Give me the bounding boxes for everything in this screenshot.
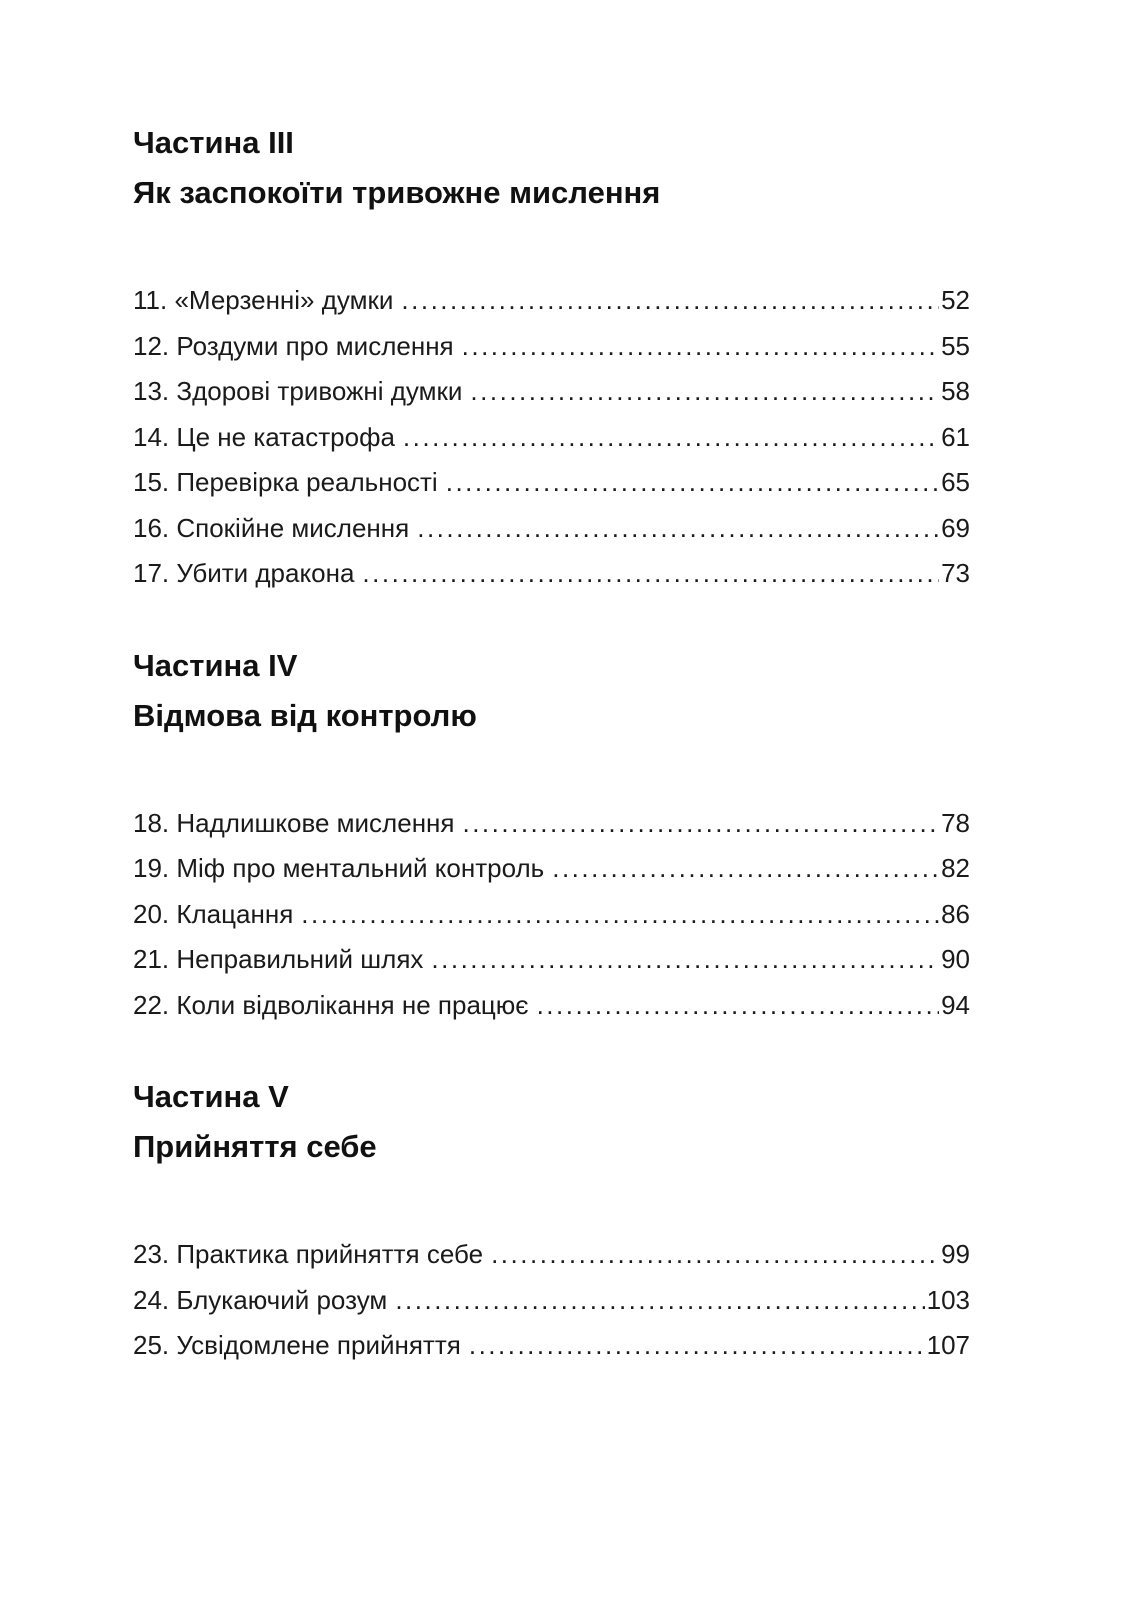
entry-label: 15. Перевірка реальності xyxy=(133,467,438,497)
entry-page-number: 94 xyxy=(941,989,970,1020)
entry-page-number: 58 xyxy=(941,376,970,406)
toc-entry xyxy=(133,937,970,983)
part-title: Прийняття себе xyxy=(133,1129,377,1164)
part-heading xyxy=(133,1072,970,1172)
toc-section-part-4 xyxy=(133,641,970,1029)
entry-page-number: 82 xyxy=(941,853,970,883)
leader-dots xyxy=(431,937,939,983)
toc-entry xyxy=(133,983,970,1029)
entry-page-number: 86 xyxy=(941,898,970,929)
leader-dots xyxy=(301,892,939,938)
entry-label: 24. Блукаючий розум xyxy=(133,1284,388,1315)
toc-entry xyxy=(133,892,970,938)
toc-section-part-3 xyxy=(133,118,970,597)
part-heading xyxy=(133,118,970,218)
leader-dots xyxy=(470,369,939,415)
leader-dots xyxy=(403,415,939,461)
entry-label: 22. Коли відволікання не працює xyxy=(133,989,529,1020)
part-title: Як заспокоїти тривожне мислення xyxy=(133,175,661,210)
entry-page-number: 99 xyxy=(941,1239,970,1269)
entry-label: 19. Міф про ментальний контроль xyxy=(133,853,545,883)
entry-label: 17. Убити дракона xyxy=(133,558,355,588)
toc-entry xyxy=(133,415,970,461)
entry-page-number: 61 xyxy=(941,421,970,452)
toc-entry xyxy=(133,506,970,552)
entry-label: 13. Здорові тривожні думки xyxy=(133,376,463,406)
toc-entry xyxy=(133,1323,970,1369)
toc-entry xyxy=(133,369,970,415)
toc-entries xyxy=(133,1232,970,1369)
leader-dots xyxy=(362,551,939,597)
toc-entry xyxy=(133,1278,970,1324)
part-title: Відмова від контролю xyxy=(133,697,477,733)
entry-label: 11. «Мерзенні» думки xyxy=(133,285,394,315)
entry-page-number: 55 xyxy=(941,330,970,361)
entry-page-number: 103 xyxy=(926,1284,970,1315)
leader-dots xyxy=(469,1323,925,1369)
entry-page-number: 73 xyxy=(941,558,970,588)
entry-label: 16. Спокійне мислення xyxy=(133,512,410,543)
entry-page-number: 107 xyxy=(926,1330,970,1360)
leader-dots xyxy=(462,801,939,847)
entry-label: 14. Це не катастрофа xyxy=(133,421,395,452)
leader-dots xyxy=(417,506,939,552)
entry-label: 20. Клацання xyxy=(133,898,294,929)
part-label: Частина III xyxy=(133,125,294,160)
entry-page-number: 69 xyxy=(941,512,970,543)
part-label: Частина IV xyxy=(133,647,298,683)
toc-section-part-5 xyxy=(133,1072,970,1369)
entry-label: 12. Роздуми про мислення xyxy=(133,330,454,361)
entry-page-number: 90 xyxy=(941,944,970,974)
entry-page-number: 65 xyxy=(941,467,970,497)
part-label: Частина V xyxy=(133,1079,289,1114)
toc-entry xyxy=(133,460,970,506)
leader-dots xyxy=(491,1232,939,1278)
leader-dots xyxy=(446,460,939,506)
leader-dots xyxy=(552,846,939,892)
entry-label: 21. Неправильний шлях xyxy=(133,944,424,974)
toc-entry xyxy=(133,801,970,847)
entry-label: 18. Надлишкове мислення xyxy=(133,807,455,838)
entry-page-number: 52 xyxy=(941,285,970,315)
leader-dots xyxy=(401,278,939,324)
toc-entry xyxy=(133,324,970,370)
part-heading xyxy=(133,641,970,741)
leader-dots xyxy=(537,983,940,1029)
toc-entries xyxy=(133,278,970,597)
toc-entry xyxy=(133,278,970,324)
toc-entries xyxy=(133,801,970,1029)
toc-entry xyxy=(133,846,970,892)
leader-dots xyxy=(395,1278,924,1324)
leader-dots xyxy=(462,324,939,370)
toc-entry xyxy=(133,551,970,597)
entry-label: 25. Усвідомлене прийняття xyxy=(133,1330,461,1360)
toc-entry xyxy=(133,1232,970,1278)
entry-label: 23. Практика прийняття себе xyxy=(133,1239,484,1269)
entry-page-number: 78 xyxy=(941,807,970,838)
